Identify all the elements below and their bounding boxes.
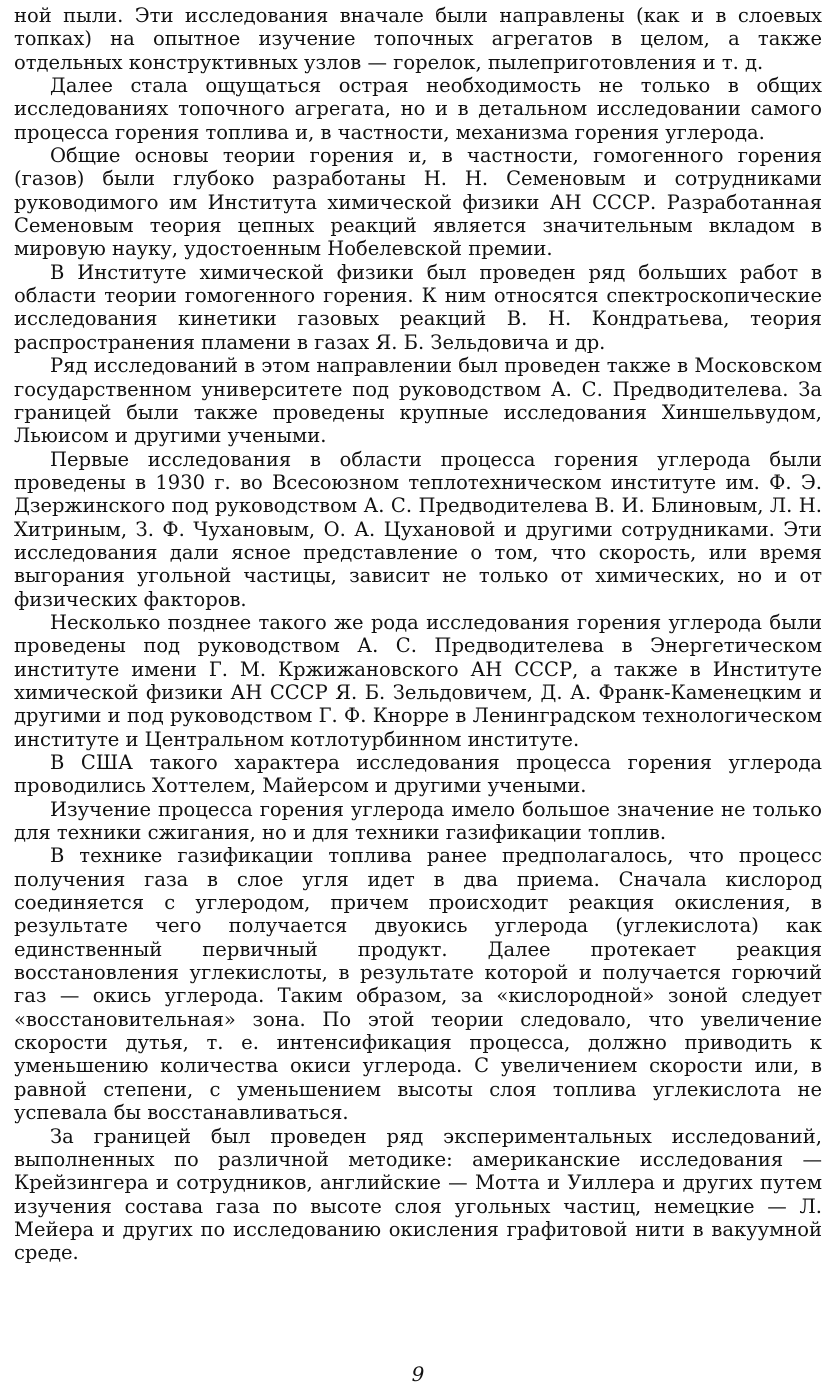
- page-body: [14, 4, 822, 1265]
- page-number: 9: [411, 1362, 425, 1386]
- paragraph: В технике газификации топлива ранее предполагалось, что процесс получения газа в слое угля идет в два приема. Сначала кислород соединяется с углеродом, причем происходит реакция окисления, в результате чего получается двуокись углерода (углекислота) как единственный первичный продукт. Далее протекает реакция восстановления углекислоты, в результате которой и получается горючий газ — окись углерода. Таким образом, за «кислородной» зоной следует «восстановительная» зона. По этой теории следовало, что увеличение скорости дутья, т. е. интенсификация процесса, должно приводить к уменьшению количества окиси углерода. С увеличением скорости или, в равной степени, с уменьшением высоты слоя топлива углекислота не успевала бы восстанавливаться.: [14, 844, 822, 1125]
- paragraph: Ряд исследований в этом направлении был проведен также в Московском государственном университете под руководством А. С. Предводителева. За границей были также проведены крупные исследования Хиншельвудом, Льюисом и другими учеными.: [14, 354, 822, 448]
- paragraph: Изучение процесса горения углерода имело большое значение не только для техники сжигания, но и для техники газификации топлив.: [14, 797, 822, 845]
- paragraph: За границей был проведен ряд экспериментальных исследований, выполненных по различной методике: американские исследования — Крейзингера и сотрудников, английские — Мотта и Уиллера и других путем изучения состава газа по высоте слоя угольных частиц, немецкие — Л. Мейера и других по исследованию окисления графитовой нити в вакуумной среде.: [14, 1124, 822, 1265]
- paragraph: Далее стала ощущаться острая необходимость не только в общих исследованиях топочного агрегата, но и в детальном исследовании самого процесса горения топлива и, в частности, механизма горения углерода.: [14, 74, 822, 144]
- paragraph: В Институте химической физики был проведен ряд больших работ в области теории гомогенного горения. К ним относятся спектроскопические исследования кинетики газовых реакций В. Н. Кондратьева, теория распространения пламени в газах Я. Б. Зельдовича и др.: [14, 260, 822, 354]
- paragraph: Несколько позднее такого же рода исследования горения углерода были проведены под руководством А. С. Предводителева в Энергетическом институте имени Г. М. Кржижановского АН СССР, а также в Институте химической физики АН СССР Я. Б. Зельдовичем, Д. А. Франк-Каменецким и другими и под руководством Г. Ф. Кнорре в Ленинградском технологическом институте и Центральном котлотурбинном институте.: [14, 610, 822, 751]
- paragraph: Общие основы теории горения и, в частности, гомогенного горения (газов) были глубоко разработаны Н. Н. Семеновым и сотрудниками руководимого им Института химической физики АН СССР. Разработанная Семеновым теория цепных реакций является значительным вкладом в мировую науку, удостоенным Нобелевской премии.: [14, 144, 822, 261]
- paragraph: Первые исследования в области процесса горения углерода были проведены в 1930 г. во Всесоюзном теплотехническом институте им. Ф. Э. Дзержинского под руководством А. С. Предводителева В. И. Блиновым, Л. Н. Хитриным, З. Ф. Чухановым, О. А. Цухановой и другими сотрудниками. Эти исследования дали ясное представление о том, что скорость, или время выгорания угольной частицы, зависит не только от химических, но и от физических факторов.: [14, 447, 822, 611]
- paragraph: В США такого характера исследования процесса горения углерода проводились Хоттелем, Майерсом и другими учеными.: [14, 751, 822, 798]
- paragraph-continuation: ной пыли. Эти исследования вначале были направлены (как и в слоевых топках) на опытное изучение топочных агрегатов в целом, а также отдельных конструктивных узлов — горелок, пылеприготовления и т. д.: [14, 4, 822, 74]
